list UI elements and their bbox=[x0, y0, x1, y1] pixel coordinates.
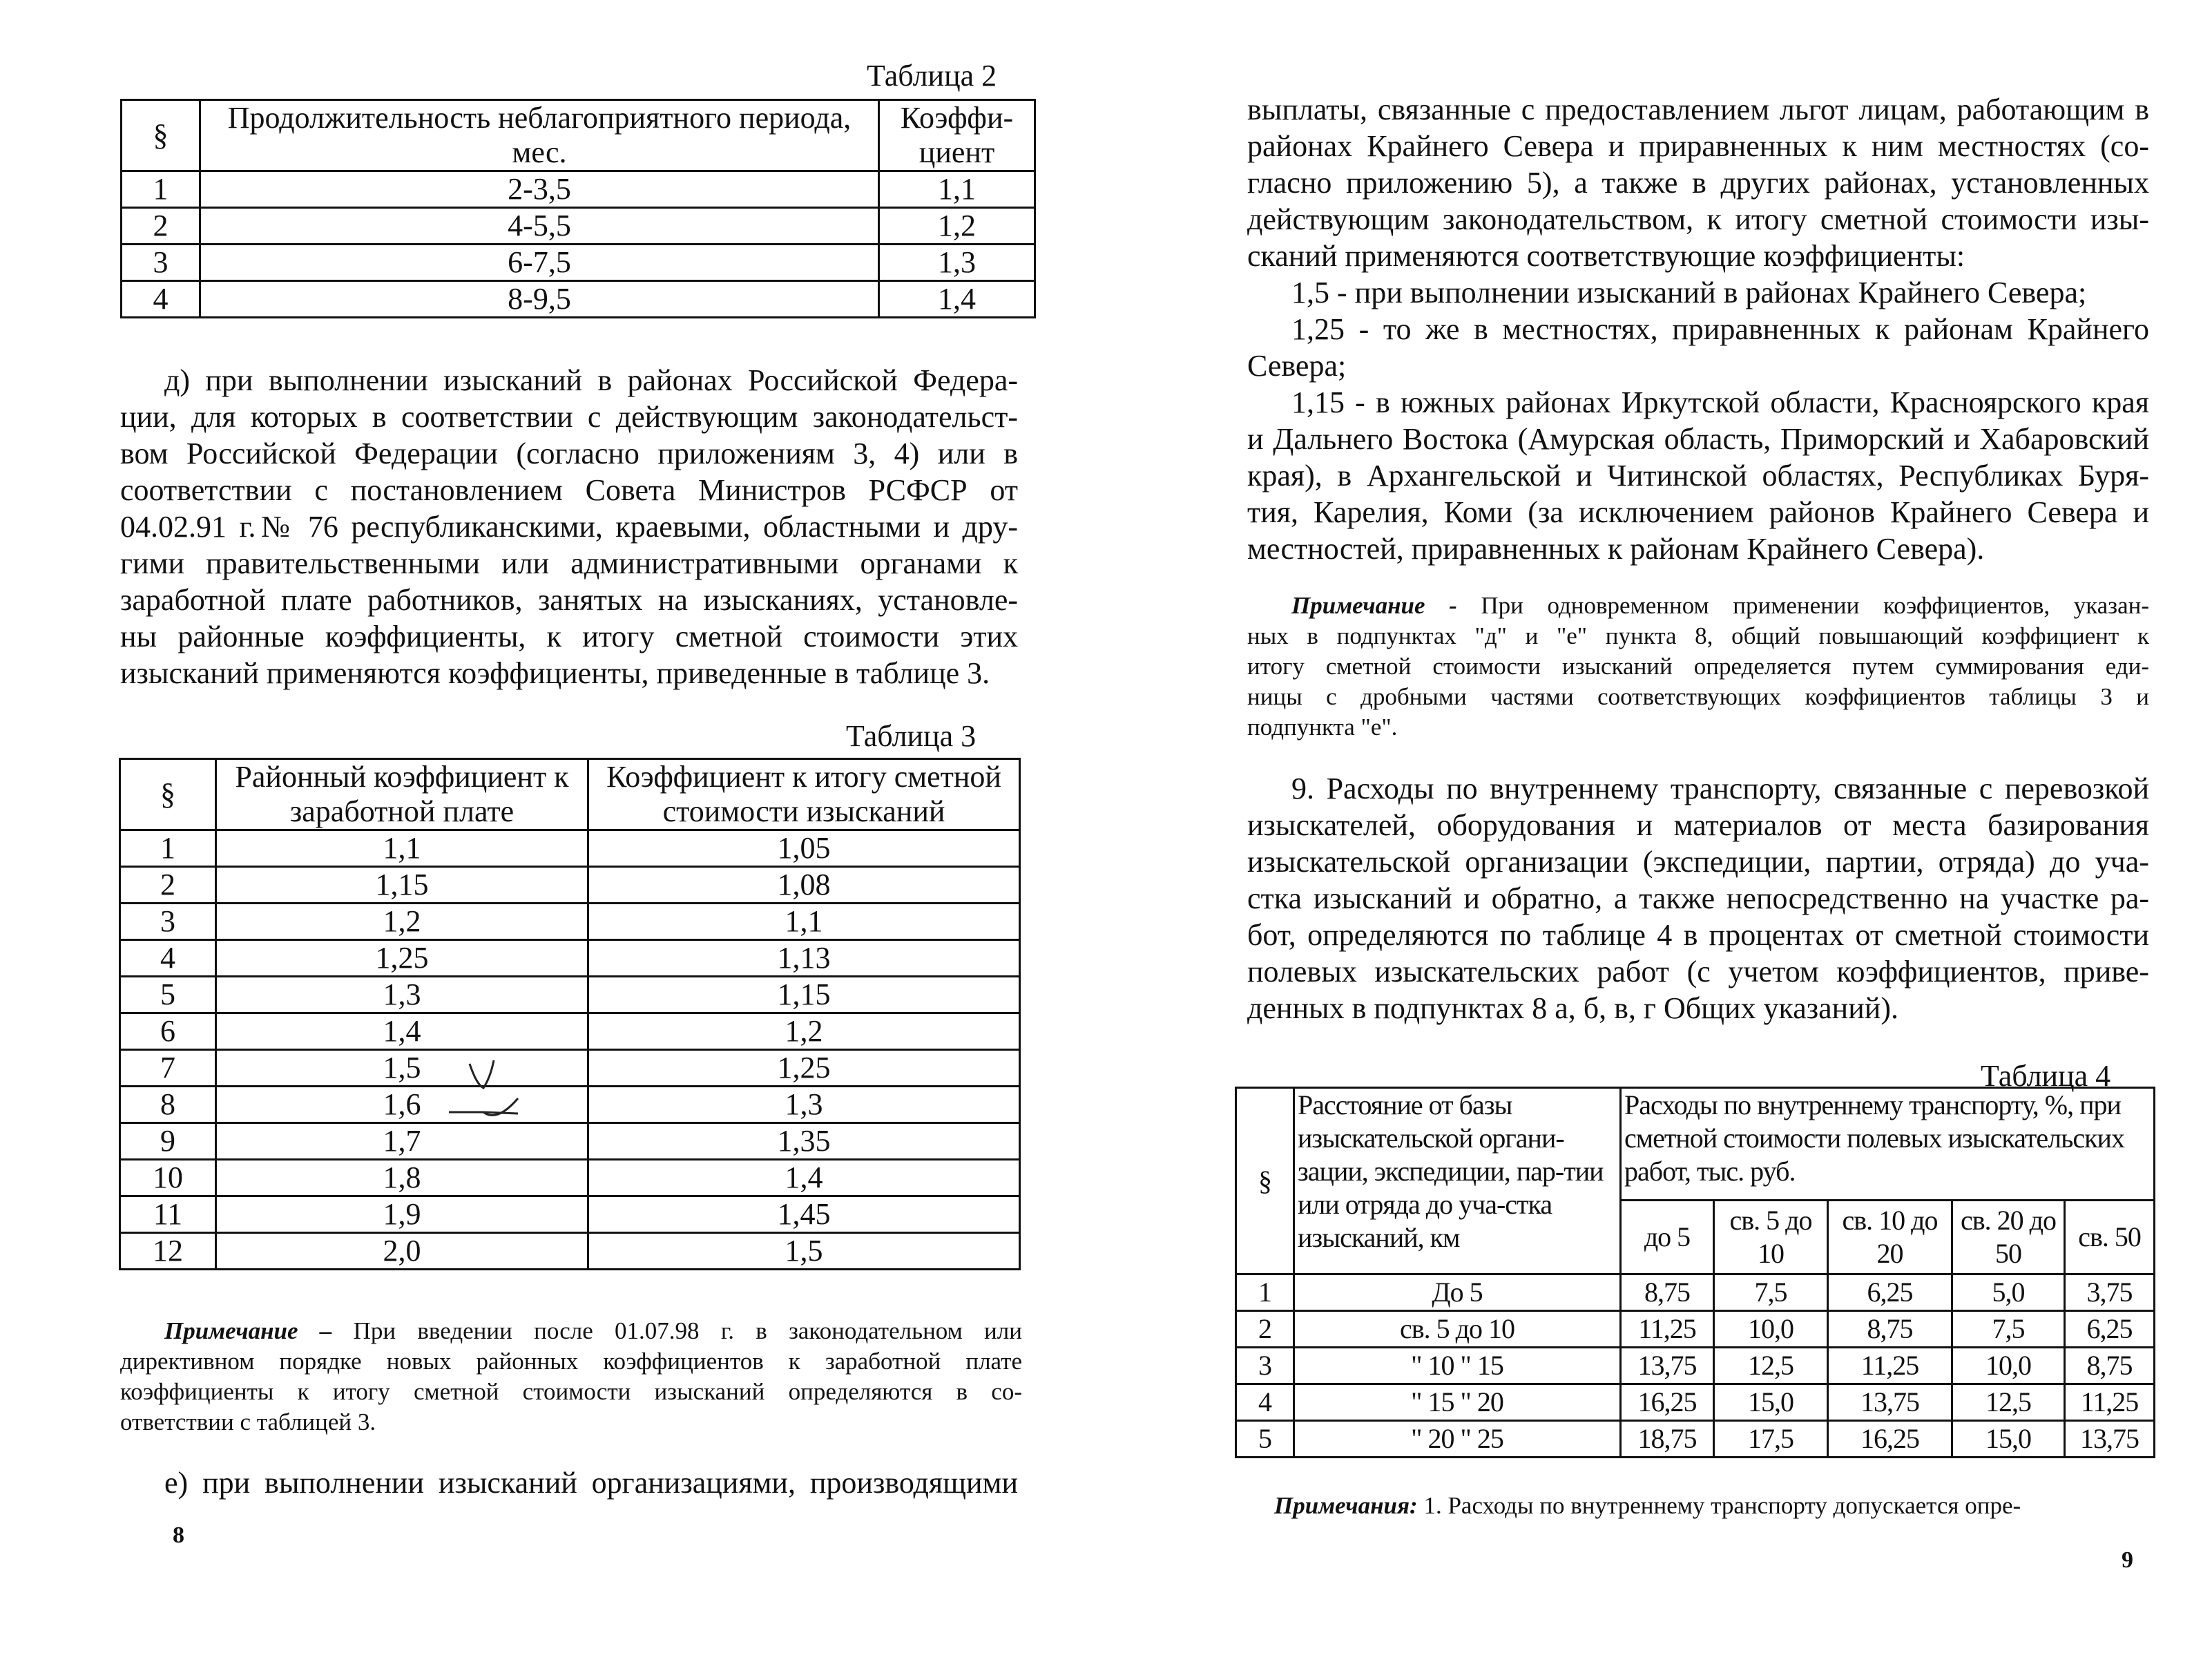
table-cell: 13,75 bbox=[1621, 1348, 1714, 1384]
table-cell: 1 bbox=[1236, 1274, 1294, 1311]
paragraph-9 bbox=[1247, 770, 2149, 1026]
header-row bbox=[1236, 1088, 2155, 1201]
note-label: Примечание – bbox=[164, 1317, 332, 1344]
table-row bbox=[122, 245, 1035, 281]
table-cell: 8,75 bbox=[2065, 1348, 2155, 1384]
table-row bbox=[1236, 1311, 2155, 1348]
paragraph-continued bbox=[1247, 91, 2149, 274]
table-cell: 1,25 bbox=[216, 940, 588, 977]
text-line: действующим законодательством, к итогу сметной стоимости изы- bbox=[1247, 202, 2149, 236]
table-cell: 11 bbox=[120, 1196, 216, 1233]
table-cell: 6-7,5 bbox=[200, 245, 879, 281]
table-cell: 2,0 bbox=[216, 1233, 588, 1270]
table-cell: 1,3 bbox=[216, 977, 588, 1013]
table-row bbox=[120, 867, 1020, 904]
table-cell: 1,7 bbox=[216, 1123, 588, 1160]
table-row bbox=[1236, 1274, 2155, 1311]
text-line: 9. Расходы по внутреннему транспорту, связанные с перевозкой bbox=[1291, 772, 2149, 805]
table-cell: 1,08 bbox=[588, 867, 1020, 904]
table-row bbox=[120, 977, 1020, 1013]
table-cell: 12,5 bbox=[1714, 1348, 1828, 1384]
table-cell: 1 bbox=[120, 830, 216, 867]
table-cell: св. 5 до 10 bbox=[1294, 1311, 1621, 1348]
table-cell: 1,2 bbox=[216, 904, 588, 940]
text-line: е) при выполнении изысканий организациями, производящими bbox=[164, 1466, 1018, 1500]
column-header: Коэффициент к итогу сметной стоимости изысканий bbox=[588, 759, 1020, 830]
table-cell: 12,5 bbox=[1952, 1384, 2065, 1421]
text-line: сканий применяются соответствующие коэффициенты: bbox=[1247, 239, 1965, 273]
table-row bbox=[120, 1196, 1020, 1233]
text-line: изыскательской организации (экспедиции, партии, отряда) до уча- bbox=[1247, 845, 2149, 879]
table-4 bbox=[1235, 1087, 2155, 1458]
table-cell: 2 bbox=[122, 208, 200, 245]
table-cell: 8,75 bbox=[1621, 1274, 1714, 1311]
table4-caption: Таблица 4 bbox=[1981, 1059, 2111, 1093]
notes-table4 bbox=[1274, 1492, 2021, 1520]
table-cell: 2 bbox=[120, 867, 216, 904]
table-cell: 9 bbox=[120, 1123, 216, 1160]
table-cell: 1,1 bbox=[879, 171, 1035, 208]
table-cell: 8 bbox=[120, 1087, 216, 1123]
table-cell: До 5 bbox=[1294, 1274, 1621, 1311]
table-cell: 12 bbox=[120, 1233, 216, 1270]
text-line: районах Крайнего Севера и приравненных к ним местностях (со- bbox=[1247, 129, 2149, 163]
table-row bbox=[1236, 1421, 2155, 1458]
text-line: бот, определяются по таблице 4 в процентах от сметной стоимости bbox=[1247, 918, 2149, 952]
paragraph-e bbox=[120, 1464, 1018, 1501]
text-line: директивном порядке новых районных коэффициентов к заработной плате bbox=[120, 1348, 1022, 1375]
table-cell: 10,0 bbox=[1952, 1348, 2065, 1384]
table-cell: 1,1 bbox=[588, 904, 1020, 940]
table-cell: 8,75 bbox=[1828, 1311, 1952, 1348]
table-cell: 8-9,5 bbox=[200, 281, 879, 318]
text-line: итогу сметной стоимости изысканий определяется путем суммирования еди- bbox=[1247, 653, 2149, 680]
table-cell: 1,8 bbox=[216, 1160, 588, 1196]
coefficient-item-1 bbox=[1247, 274, 2149, 311]
text-line: денных в подпунктах 8 а, б, в, г Общих указаний). bbox=[1247, 991, 1898, 1025]
table-cell: 1,05 bbox=[588, 830, 1020, 867]
table-row bbox=[122, 171, 1035, 208]
coefficient-item-3 bbox=[1247, 384, 2149, 567]
table-cell: 2 bbox=[1236, 1311, 1294, 1348]
text-line: коэффициенты к итогу сметной стоимости изысканий определяются в со- bbox=[120, 1378, 1022, 1405]
table-cell: 1,2 bbox=[588, 1013, 1020, 1050]
table-cell: 13,75 bbox=[2065, 1421, 2155, 1458]
table-cell: 7,5 bbox=[1952, 1311, 2065, 1348]
column-header: Продолжительность неблагоприятного периода, мес. bbox=[200, 100, 879, 171]
table-row bbox=[122, 208, 1035, 245]
table2-caption: Таблица 2 bbox=[867, 59, 997, 93]
table-row bbox=[120, 1013, 1020, 1050]
text-line bbox=[120, 1316, 1022, 1346]
text-line: 1,5 - при выполнении изысканий в районах Крайнего Севера; bbox=[1291, 276, 2087, 309]
table-cell: 4-5,5 bbox=[200, 208, 879, 245]
table-cell: " 20 " 25 bbox=[1294, 1421, 1621, 1458]
table3-caption: Таблица 3 bbox=[846, 719, 977, 753]
table-cell: 11,25 bbox=[1621, 1311, 1714, 1348]
table-cell: 1,45 bbox=[588, 1196, 1020, 1233]
table-cell: 6,25 bbox=[1828, 1274, 1952, 1311]
text-line: стка изысканий и обратно, а также непосредственно на участке ра- bbox=[1247, 881, 2149, 915]
notes-label: Примечания: bbox=[1274, 1492, 1418, 1519]
text-line: 1,15 - в южных районах Иркутской области, Красноярского края bbox=[1291, 385, 2149, 419]
table-cell: 1,9 bbox=[216, 1196, 588, 1233]
table-cell: 1,4 bbox=[216, 1013, 588, 1050]
text-line: гими правительственными или административными органами к bbox=[120, 546, 1018, 580]
text-line: д) при выполнении изысканий в районах Российской Федера- bbox=[164, 363, 1018, 397]
table-cell: 1,5 bbox=[216, 1050, 588, 1087]
table-cell: 1,25 bbox=[588, 1050, 1020, 1087]
table-cell: " 10 " 15 bbox=[1294, 1348, 1621, 1384]
text-line: изысканий применяются коэффициенты, приведенные в таблице 3. bbox=[120, 656, 990, 690]
column-header: § bbox=[122, 100, 200, 171]
table-row bbox=[120, 1233, 1020, 1270]
table-cell: 1,2 bbox=[879, 208, 1035, 245]
table-cell: 1,3 bbox=[588, 1087, 1020, 1123]
table-cell: 3 bbox=[122, 245, 200, 281]
text-line: ницы с дробными частями соответствующих коэффициентов таблицы 3 и bbox=[1247, 683, 2149, 710]
table-cell: 5 bbox=[1236, 1421, 1294, 1458]
table-row bbox=[1236, 1384, 2155, 1421]
table-row bbox=[120, 1087, 1020, 1123]
table-cell: 10,0 bbox=[1714, 1311, 1828, 1348]
table-cell: 3 bbox=[1236, 1348, 1294, 1384]
table-cell: 15,0 bbox=[1952, 1421, 2065, 1458]
table-row bbox=[120, 1160, 1020, 1196]
note-text: При одновременном применении коэффициентов, указан- bbox=[1456, 592, 2149, 619]
text-line: края), в Архангельской и Читинской областях, Республиках Буря- bbox=[1247, 459, 2149, 493]
table-cell: 3,75 bbox=[2065, 1274, 2155, 1311]
text-line: 1,25 - то же в местностях, приравненных к районам Крайнего bbox=[1291, 312, 2149, 346]
table-cell: 3 bbox=[120, 904, 216, 940]
table-cell: 15,0 bbox=[1714, 1384, 1828, 1421]
text-line: Севера; bbox=[1247, 349, 1347, 383]
text-line: ных в подпунктах "д" и "е" пункта 8, общий повышающий коэффициент к bbox=[1247, 622, 2149, 649]
table-cell: 1,4 bbox=[588, 1160, 1020, 1196]
table-row bbox=[122, 281, 1035, 318]
column-subheader: св. 20 до 50 bbox=[1952, 1201, 2065, 1274]
text-line: выплаты, связанные с предоставлением льгот лицам, работающим в bbox=[1247, 93, 2149, 126]
note-label: Примечание - bbox=[1291, 592, 1457, 619]
table-cell: 4 bbox=[120, 940, 216, 977]
table-cell: " 15 " 20 bbox=[1294, 1384, 1621, 1421]
table-cell: 18,75 bbox=[1621, 1421, 1714, 1458]
header-row bbox=[122, 100, 1035, 171]
column-header-distance: Расстояние от базы изыскательской органи-зации, экспедиции, пар-тии или отряда до уча-стка изысканий, км bbox=[1294, 1088, 1621, 1274]
text-line: ответствии с таблицей 3. bbox=[120, 1408, 376, 1435]
column-header: Коэффи-циент bbox=[879, 100, 1035, 171]
handwritten-checkmarks bbox=[442, 1057, 532, 1140]
note-text: При введении после 01.07.98 г. в законодательном или bbox=[331, 1317, 1022, 1344]
table-row bbox=[120, 904, 1020, 940]
table-cell: 11,25 bbox=[1828, 1348, 1952, 1384]
table-cell: 1,35 bbox=[588, 1123, 1020, 1160]
text-line: 04.02.91 г.№ 76 республиканскими, краевыми, областными и дру- bbox=[120, 510, 1018, 544]
table-row bbox=[120, 1050, 1020, 1087]
column-header-section: § bbox=[1236, 1088, 1294, 1274]
table-cell: 1,15 bbox=[588, 977, 1020, 1013]
note-coefficients bbox=[1247, 591, 2149, 743]
table-cell: 6,25 bbox=[2065, 1311, 2155, 1348]
column-subheader: св. 5 до 10 bbox=[1714, 1201, 1828, 1274]
table-cell: 1,3 bbox=[879, 245, 1035, 281]
text-line: тия, Карелия, Коми (за исключением районов Крайнего Севера и bbox=[1247, 495, 2149, 529]
table-cell: 2-3,5 bbox=[200, 171, 879, 208]
column-subheader: до 5 bbox=[1621, 1201, 1714, 1274]
table-cell: 4 bbox=[122, 281, 200, 318]
table-cell: 6 bbox=[120, 1013, 216, 1050]
table-row bbox=[120, 940, 1020, 977]
text-line bbox=[1247, 591, 2149, 621]
column-header: § bbox=[120, 759, 216, 830]
table-row bbox=[120, 830, 1020, 867]
text-line: ции, для которых в соответствии с действующим законодательст- bbox=[120, 400, 1018, 434]
header-row bbox=[120, 759, 1020, 830]
column-header: Районный коэффициент к заработной плате bbox=[216, 759, 588, 830]
text-line: соответствии с постановлением Совета Министров РСФСР от bbox=[120, 473, 1018, 507]
table-cell: 1,13 bbox=[588, 940, 1020, 977]
table-cell: 7,5 bbox=[1714, 1274, 1828, 1311]
note-table3 bbox=[120, 1316, 1022, 1437]
text-line: и Дальнего Востока (Амурская область, Приморский и Хабаровский bbox=[1247, 422, 2149, 456]
page-number-left: 8 bbox=[173, 1522, 184, 1548]
column-subheader: св. 10 до 20 bbox=[1828, 1201, 1952, 1274]
notes-text: 1. Расходы по внутреннему транспорту допускается опре- bbox=[1417, 1492, 2021, 1519]
table-cell: 4 bbox=[1236, 1384, 1294, 1421]
table-cell: 1 bbox=[122, 171, 200, 208]
text-line: вом Российской Федерации (согласно приложениям 3, 4) или в bbox=[120, 437, 1018, 470]
text-line: изыскателей, оборудования и материалов от места базирования bbox=[1247, 808, 2149, 842]
table-cell: 16,25 bbox=[1828, 1421, 1952, 1458]
page-number-right: 9 bbox=[2122, 1547, 2133, 1573]
text-line: гласно приложению 5), а также в других районах, установленных bbox=[1247, 166, 2149, 200]
table-cell: 10 bbox=[120, 1160, 216, 1196]
table-2 bbox=[120, 99, 1036, 318]
table-cell: 1,15 bbox=[216, 867, 588, 904]
table-cell: 1,6 bbox=[216, 1087, 588, 1123]
table-3 bbox=[119, 758, 1021, 1270]
table-cell: 11,25 bbox=[2065, 1384, 2155, 1421]
text-line: ны районные коэффициенты, к итогу сметной стоимости этих bbox=[120, 620, 1018, 653]
text-line: подпункта "е". bbox=[1247, 714, 1398, 741]
text-line: местностей, приравненных к районам Крайнего Севера). bbox=[1247, 532, 1985, 566]
coefficient-item-2 bbox=[1247, 311, 2149, 384]
table-cell: 17,5 bbox=[1714, 1421, 1828, 1458]
column-header-costs: Расходы по внутреннему транспорту, %, при сметной стоимости полевых изыскательских работ, тыс. руб. bbox=[1621, 1088, 2155, 1201]
table-cell: 1,5 bbox=[588, 1233, 1020, 1270]
table-cell: 1,1 bbox=[216, 830, 588, 867]
table-row bbox=[1236, 1348, 2155, 1384]
table-cell: 16,25 bbox=[1621, 1384, 1714, 1421]
table-cell: 5 bbox=[120, 977, 216, 1013]
table-cell: 7 bbox=[120, 1050, 216, 1087]
table-row bbox=[120, 1123, 1020, 1160]
table-cell: 1,4 bbox=[879, 281, 1035, 318]
table-cell: 13,75 bbox=[1828, 1384, 1952, 1421]
text-line: полевых изыскательских работ (с учетом коэффициентов, приве- bbox=[1247, 955, 2149, 988]
paragraph-d bbox=[120, 362, 1018, 691]
table-cell: 5,0 bbox=[1952, 1274, 2065, 1311]
column-subheader: св. 50 bbox=[2065, 1201, 2155, 1274]
text-line: заработной плате работников, занятых на изысканиях, установле- bbox=[120, 583, 1018, 617]
